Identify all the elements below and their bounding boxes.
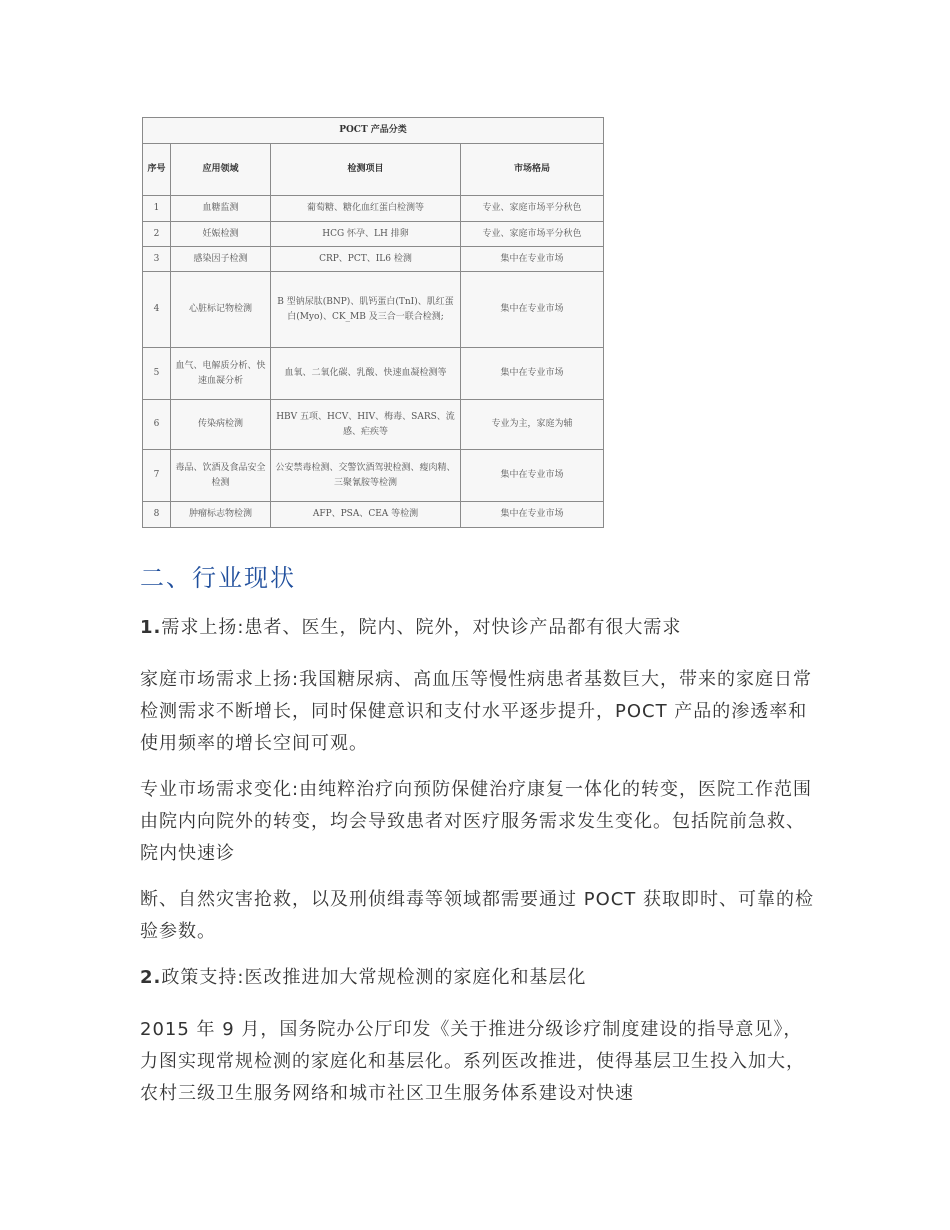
cell-market: 集中在专业市场 xyxy=(461,272,604,348)
table-row xyxy=(143,348,604,400)
cell-index: 8 xyxy=(143,502,171,528)
cell-test-items: 血氧、二氧化碳、乳酸、快速血凝检测等 xyxy=(271,348,461,400)
cell-field: 妊娠检测 xyxy=(171,222,271,247)
cell-field: 肿瘤标志物检测 xyxy=(171,502,271,528)
paragraph-professional-market-cont: 断、自然灾害抢救，以及刑侦缉毒等领域都需要通过 POCT 获取即时、可靠的检验参数。 xyxy=(140,889,815,942)
cell-index: 3 xyxy=(143,247,171,272)
poct-product-table xyxy=(142,117,604,528)
header-market: 市场格局 xyxy=(461,144,604,196)
subheading-number: 1. xyxy=(140,617,162,638)
cell-field: 心脏标记物检测 xyxy=(171,272,271,348)
cell-index: 4 xyxy=(143,272,171,348)
cell-index: 7 xyxy=(143,450,171,502)
table-row xyxy=(143,222,604,247)
cell-market: 集中在专业市场 xyxy=(461,502,604,528)
cell-market: 集中在专业市场 xyxy=(461,348,604,400)
cell-field: 传染病检测 xyxy=(171,400,271,450)
table-row xyxy=(143,450,604,502)
header-field: 应用领域 xyxy=(171,144,271,196)
cell-test-items: CRP、PCT、IL6 检测 xyxy=(271,247,461,272)
paragraph-professional-market: 专业市场需求变化:由纯粹治疗向预防保健治疗康复一体化的转变，医院工作范围由院内向院外的转变，均会导致患者对医疗服务需求发生变化。包括院前急救、院内快速诊 xyxy=(140,779,813,864)
cell-field: 血糖监测 xyxy=(171,196,271,222)
cell-test-items: HBV 五项、HCV、HIV、梅毒、SARS、流感、疟疾等 xyxy=(271,400,461,450)
cell-market: 专业为主，家庭为辅 xyxy=(461,400,604,450)
cell-test-items: 公安禁毒检测、交警饮酒驾驶检测、瘦肉精、三聚氰胺等检测 xyxy=(271,450,461,502)
cell-test-items: B 型钠尿肽(BNP)、肌钙蛋白(TnI)、肌红蛋白(Myo)、CK_MB 及三合一联合检测; xyxy=(271,272,461,348)
cell-field: 感染因子检测 xyxy=(171,247,271,272)
cell-market: 集中在专业市场 xyxy=(461,247,604,272)
cell-test-items: HCG 怀孕、LH 排卵 xyxy=(271,222,461,247)
cell-field: 毒品、饮酒及食品安全检测 xyxy=(171,450,271,502)
cell-index: 1 xyxy=(143,196,171,222)
cell-market: 专业、家庭市场平分秋色 xyxy=(461,222,604,247)
cell-market: 专业、家庭市场平分秋色 xyxy=(461,196,604,222)
header-test-items: 检测项目 xyxy=(271,144,461,196)
header-index: 序号 xyxy=(143,144,171,196)
cell-test-items: 葡萄糖、糖化血红蛋白检测等 xyxy=(271,196,461,222)
table-row xyxy=(143,400,604,450)
subheading-text: 政策支持:医改推进加大常规检测的家庭化和基层化 xyxy=(161,967,587,988)
subheading-text: 需求上扬:患者、医生，院内、院外，对快诊产品都有很大需求 xyxy=(161,617,682,638)
table-row xyxy=(143,502,604,528)
cell-market: 集中在专业市场 xyxy=(461,450,604,502)
paragraph-policy: 2015 年 9 月，国务院办公厅印发《关于推进分级诊疗制度建设的指导意见》，力图实现常规检测的家庭化和基层化。系列医改推进，使得基层卫生投入加大，农村三级卫生服务网络和城市社区卫生服务体系建设对快速 xyxy=(140,1019,805,1104)
poct-table-image xyxy=(142,117,604,527)
cell-field: 血气、电解质分析、快速血凝分析 xyxy=(171,348,271,400)
table-row xyxy=(143,247,604,272)
table-title: POCT 产品分类 xyxy=(143,118,604,144)
subheading-demand xyxy=(140,612,820,644)
cell-index: 5 xyxy=(143,348,171,400)
cell-test-items: AFP、PSA、CEA 等检测 xyxy=(271,502,461,528)
subheading-number: 2. xyxy=(140,967,162,988)
section-heading: 二、行业现状 xyxy=(140,564,296,592)
table-row xyxy=(143,196,604,222)
subheading-policy xyxy=(140,962,820,994)
table-row xyxy=(143,272,604,348)
paragraph-home-market: 家庭市场需求上扬:我国糖尿病、高血压等慢性病患者基数巨大，带来的家庭日常检测需求不断增长，同时保健意识和支付水平逐步提升，POCT 产品的渗透率和使用频率的增长空间可观。 xyxy=(140,669,813,754)
cell-index: 2 xyxy=(143,222,171,247)
cell-index: 6 xyxy=(143,400,171,450)
